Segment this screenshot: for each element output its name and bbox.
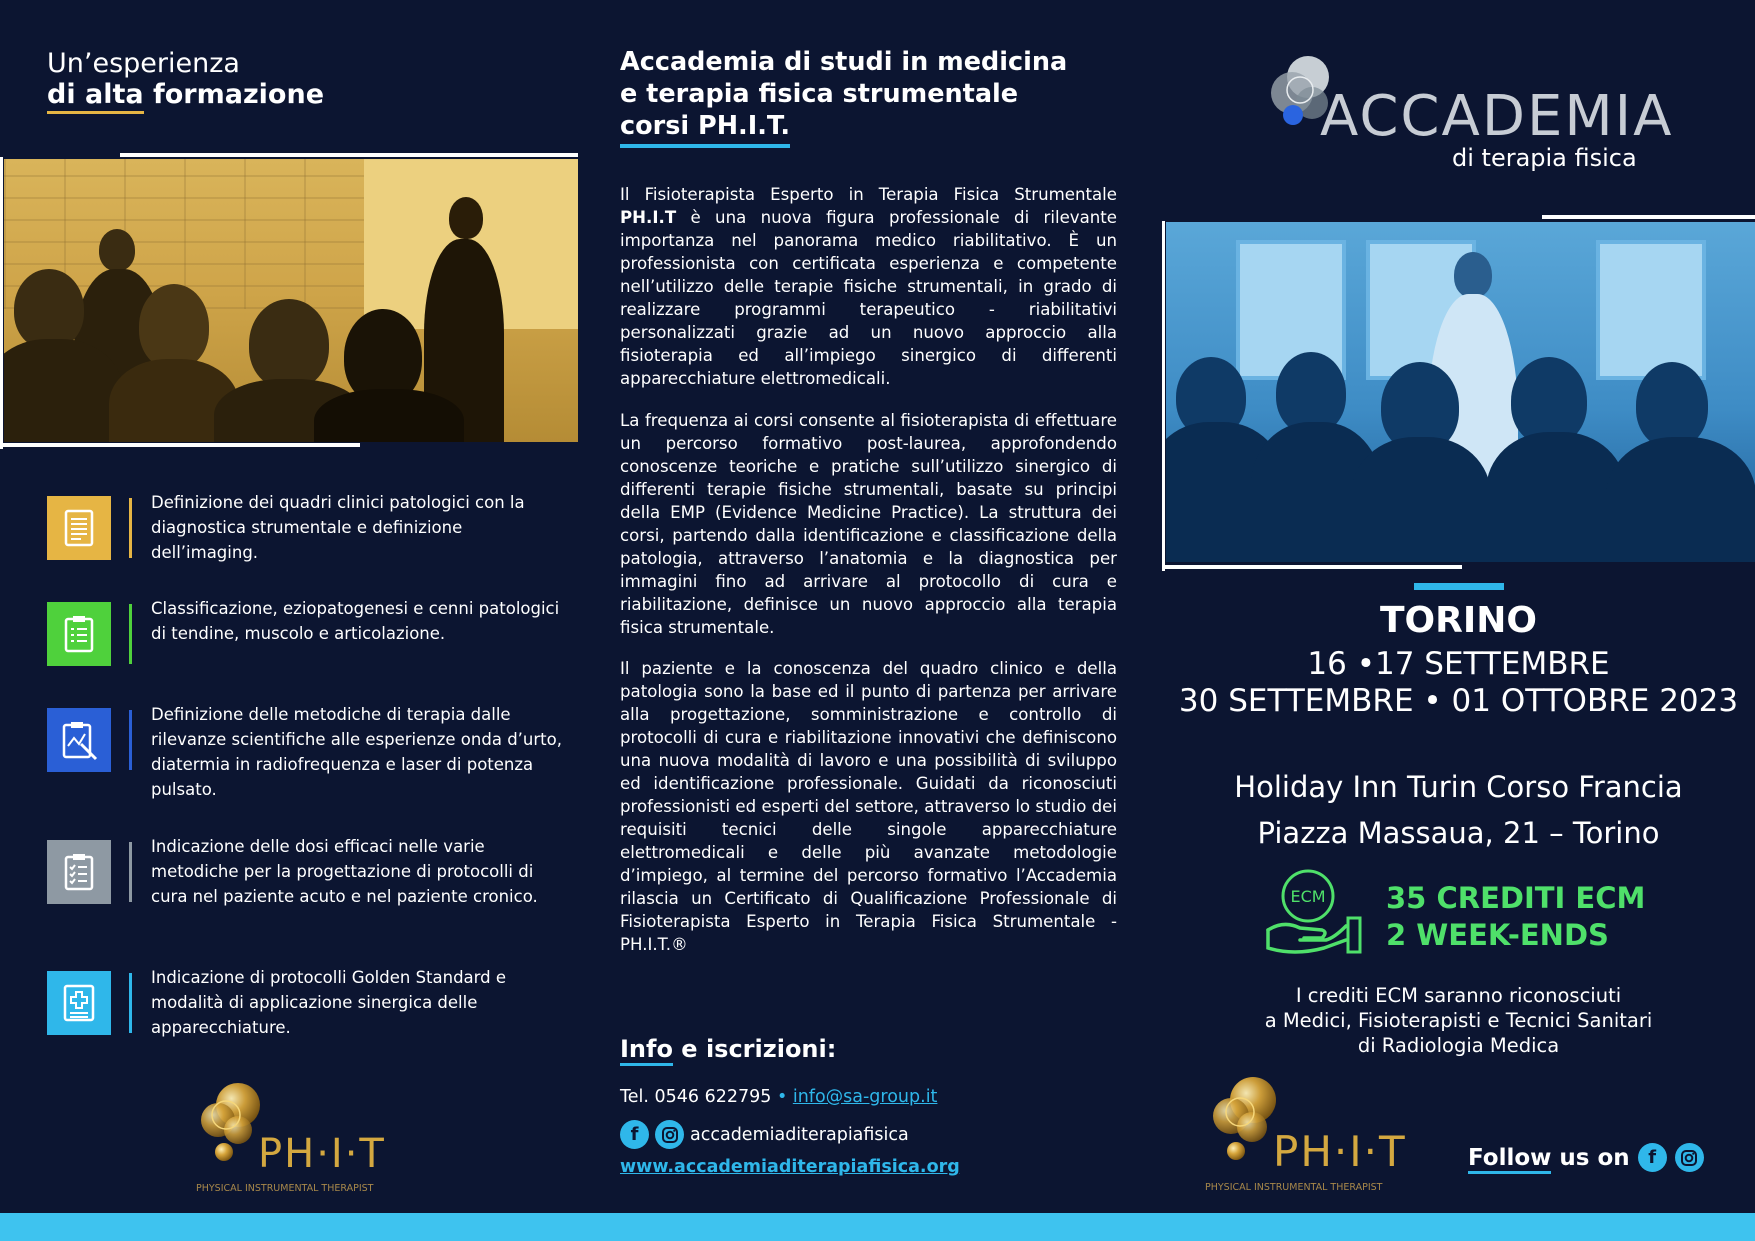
phit-logo-word: PH·I·T bbox=[1273, 1127, 1407, 1176]
feature-text: Classificazione, eziopatogenesi e cenni patologici di tendine, muscolo e articolazione. bbox=[151, 599, 560, 643]
feature-item bbox=[47, 702, 567, 799]
bottom-accent-band bbox=[0, 1213, 1755, 1241]
city-accent-bar bbox=[1414, 583, 1504, 590]
clipboard-list-icon bbox=[47, 602, 111, 666]
info-title: Info e iscrizioni: bbox=[620, 1035, 836, 1063]
phit-logo-right bbox=[1205, 1070, 1435, 1195]
feature-item bbox=[47, 596, 567, 676]
middle-title-line1: Accademia di studi in medicina bbox=[620, 47, 1068, 77]
follow-us: Follow us on f bbox=[1468, 1143, 1704, 1172]
feature-text: Indicazione delle dosi efficaci nelle varie metodiche per la progettazione di protocolli di cura nel paziente acuto e nel paziente cronico. bbox=[151, 837, 538, 906]
email-link[interactable]: info@sa-group.it bbox=[792, 1087, 938, 1107]
feature-item bbox=[47, 965, 567, 1045]
ecm-hand-icon bbox=[1264, 868, 1364, 958]
accademia-logo-word: ACCADEMIA bbox=[1320, 84, 1674, 149]
feature-text: Definizione dei quadri clinici patologici con la diagnostica strumentale e definizione dell’imaging. bbox=[151, 493, 525, 562]
facebook-icon[interactable]: f bbox=[1638, 1143, 1667, 1172]
event-dates-2: 30 SETTEMBRE • 01 OTTOBRE 2023 bbox=[1178, 683, 1739, 719]
left-title-rest: formazione bbox=[153, 79, 325, 110]
event-city: TORINO bbox=[1379, 600, 1537, 641]
ecm-credits-line1: 35 CREDITI ECM bbox=[1386, 881, 1646, 915]
info-contact-line: Tel. 0546 622795 • info@sa-group.it bbox=[620, 1087, 938, 1107]
left-title-line2 bbox=[47, 79, 324, 110]
info-social-line bbox=[620, 1120, 909, 1149]
middle-title-line2: e terapia fisica strumentale bbox=[620, 79, 1019, 109]
paragraph-intro: Il Fisioterapista Esperto in Terapia Fisica Strumentale PH.I.T è una nuova figura professionale di rilevante importanza nel panorama medico riabilitativo. È un professionista con certificata esperienza e competente nell’utilizzo delle terapie fisiche strumentali, in grado di realizzare programmi terapeutico - riabilitativi personalizzati grazie ad un nuovo approccio alla fisioterapia ed all’impiego sinergico di differenti apparecchiature elettromedicali. bbox=[620, 185, 1117, 388]
document-icon bbox=[47, 496, 111, 560]
event-dates-1: 16 •17 SETTEMBRE bbox=[1307, 646, 1610, 682]
paragraph-patient: Il paziente e la conoscenza del quadro clinico e della patologia sono la base ed il punto di partenza per arrivare alla progettazione, somministrazione e controllo di protocolli di cura e riabilitazione innovativi che definiscono una nuova modalità di lavoro e una possibilità di sviluppo ed identificazione professionale. Guidati da riconosciuti professionisti ed esperti del settore, attraverso lo studio dei requisiti tecnici delle singole apparecchiature elettromedicali e delle più avanzate metodologie d’impiego, al termine del percorso formativo l’Accademia rilascia un Certificato di Qualificazione Professionale di Fisioterapista Esperto in Terapia Fisica Strumentale - PH.I.T.® bbox=[620, 659, 1117, 954]
left-title-underlined: di alta bbox=[47, 79, 144, 114]
social-handle: accademiaditerapiafisica bbox=[690, 1124, 909, 1145]
feature-text: Indicazione di protocolli Golden Standard e modalità di applicazione sinergica delle apparecchiature. bbox=[151, 968, 507, 1037]
left-photo-frame bbox=[0, 153, 578, 449]
feature-item bbox=[47, 834, 567, 914]
instagram-icon[interactable] bbox=[655, 1120, 684, 1149]
left-title bbox=[47, 48, 324, 110]
ecm-badge-text: ECM bbox=[1290, 887, 1326, 906]
phit-logo-tagline: PHYSICAL INSTRUMENTAL THERAPIST bbox=[1205, 1182, 1383, 1193]
paragraph-courses: La frequenza ai corsi consente al fisioterapista di effettuare un percorso formativo post-laurea, approfondendo conoscenze teoriche e pratiche sull’utilizzo sinergico di differenti terapie fisiche strumentali, basate su principi della EMP (Evidence Medicine Practice). La struttura dei corsi, partendo dalla identificazione e classificazione della patologia, attraverso l’anatomia e la diagnostica per immagini fino ad arrivare al protocollo di cura e riabilitazione, definisce un nuovo approccio alla terapia fisica strumentale. bbox=[620, 411, 1117, 637]
facebook-icon[interactable]: f bbox=[620, 1120, 649, 1149]
classroom-photo-gold bbox=[4, 159, 578, 442]
middle-title bbox=[620, 46, 1100, 148]
ecm-credits-line2: 2 WEEK-ENDS bbox=[1386, 918, 1609, 952]
phit-logo-tagline: PHYSICAL INSTRUMENTAL THERAPIST bbox=[196, 1183, 374, 1194]
event-address: Piazza Massaua, 21 – Torino bbox=[1257, 816, 1660, 850]
ecm-note: I crediti ECM saranno riconosciuti a Medici, Fisioterapisti e Tecnici Sanitari di Radiologia Medica bbox=[1264, 984, 1653, 1057]
accademia-logo-subtitle: di terapia fisica bbox=[1452, 144, 1637, 172]
left-title-line1: Un’esperienza bbox=[47, 48, 240, 79]
classroom-photo-blue bbox=[1166, 222, 1755, 562]
feature-text: Definizione delle metodiche di terapia dalle rilevanze scientifiche alle esperienze onda d’urto, diatermia in radiofrequenza e laser di potenza pulsato. bbox=[151, 705, 562, 799]
instagram-icon[interactable] bbox=[1675, 1143, 1704, 1172]
phit-logo-left bbox=[196, 1075, 416, 1195]
clipboard-check-icon bbox=[47, 840, 111, 904]
right-photo-frame bbox=[1162, 215, 1755, 571]
middle-title-line3: corsi PH.I.T. bbox=[620, 110, 790, 148]
website-link[interactable]: www.accademiaditerapiafisica.org bbox=[620, 1157, 960, 1177]
phone-number: Tel. 0546 622795 bbox=[620, 1087, 772, 1107]
clipboard-chart-icon bbox=[47, 708, 111, 772]
event-venue: Holiday Inn Turin Corso Francia bbox=[1234, 770, 1683, 804]
medical-record-icon bbox=[47, 971, 111, 1035]
feature-item bbox=[47, 490, 567, 570]
phit-logo-word: PH·I·T bbox=[258, 1131, 386, 1177]
ecm-credits bbox=[1386, 880, 1645, 954]
